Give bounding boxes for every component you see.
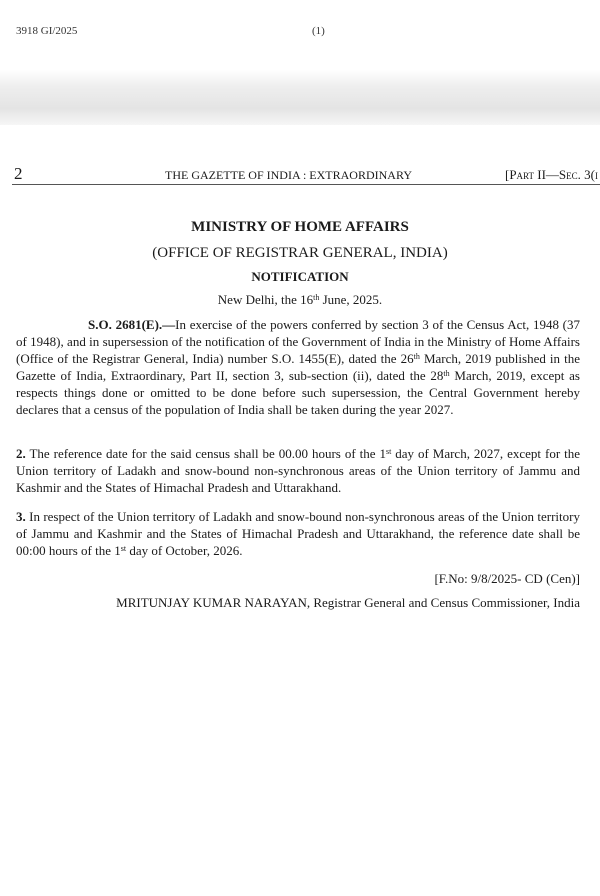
paragraph-2: [16, 445, 580, 496]
place-date-suffix: June, 2025.: [319, 292, 383, 307]
gazette-title: THE GAZETTE OF INDIA : EXTRAORDINARY: [165, 168, 412, 182]
notification-heading: NOTIFICATION: [251, 269, 349, 284]
signatory: MRITUNJAY KUMAR NARAYAN, Registrar General and Census Commissioner, India: [116, 595, 580, 610]
office-heading: (OFFICE OF REGISTRAR GENERAL, INDIA): [152, 245, 448, 261]
place-date: [0, 292, 600, 308]
para-3-sup-a: st: [120, 544, 127, 553]
file-number: [F.No: 9/8/2025- CD (Cen)]: [434, 571, 580, 586]
place-date-prefix: New Delhi, the 16: [217, 292, 314, 307]
fold-shadow: [0, 70, 600, 125]
so-number: S.O. 2681(E).—: [88, 317, 176, 332]
paragraph-3: [16, 508, 580, 559]
gazette-section: [Part II—Sec. 3(i: [505, 167, 598, 182]
para-2-sup-a: st: [385, 447, 392, 456]
para-2-number: 2.: [16, 446, 26, 461]
ministry-heading: MINISTRY OF HOME AFFAIRS: [191, 219, 409, 235]
header-rule: [12, 184, 600, 185]
para-3-number: 3.: [16, 509, 26, 524]
para-1-text-b: March, 2019 published in the Gazette of India, Extraordinary, Part II, section 3, sub-section (ii), dated the 28: [16, 351, 581, 383]
para-1-text-c: March, 2019, except as respects things done or omitted to be done before such supersession, the Central Government hereby declares that a census of the population of India shall be taken during the year 2027.: [16, 368, 580, 417]
para-3-text-b: day of October, 2026.: [126, 543, 243, 558]
para-1-sup-b: th: [443, 369, 450, 378]
para-2-text-a: The reference date for the said census shall be 00.00 hours of the 1: [25, 446, 386, 461]
gi-number: 3918 GI/2025: [16, 25, 78, 37]
paragraph-1: [16, 316, 580, 418]
para-1-text-a: In exercise of the powers conferred by section 3 of the Census Act, 1948 (37 of 1948), and in supersession of the notification of the Government of India in the Ministry of Home Affairs (Office of the Registrar General, India) number S.O. 1455(E), dated the 26: [16, 317, 580, 366]
para-1-sup-a: th: [413, 352, 420, 361]
para-3-text-a: In respect of the Union territory of Ladakh and snow-bound non-synchronous areas of the Union territory of Jammu and Kashmir and the States of Himachal Pradesh and Uttarakhand, the reference date shall be 00:00 hours of the 1: [16, 509, 580, 558]
para-2-text-b: day of March, 2027, except for the Union territory of Ladakh and snow-bound non-synchronous areas of the Union territory of Jammu and Kashmir and the States of Himachal Pradesh and Uttarakhand.: [16, 446, 580, 495]
place-date-sup: th: [313, 293, 320, 302]
gazette-page-number: 2: [14, 164, 23, 183]
page-mark: (1): [312, 25, 325, 37]
